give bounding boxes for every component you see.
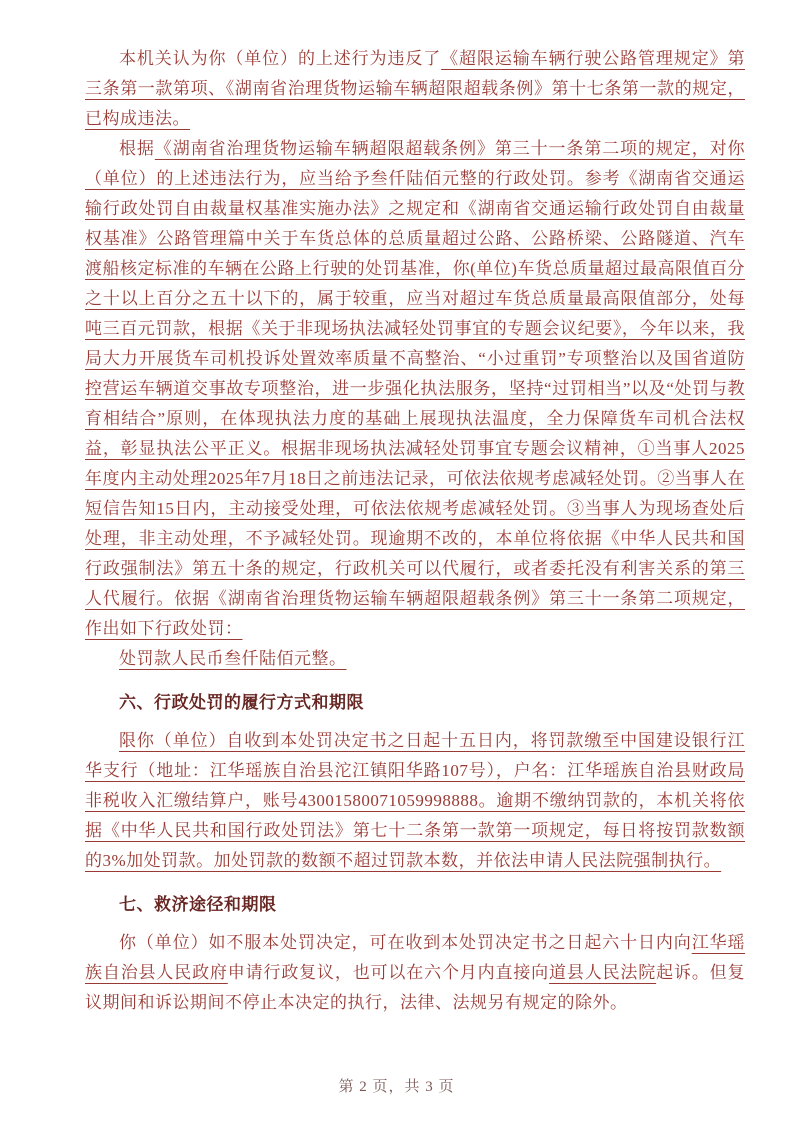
violation-lead-text: 本机关认为你（单位）的上述行为违反了 [119, 49, 442, 68]
remedies-text-3: 起诉。但复议期间和诉讼期间不停止本决定的执行，法律、法规另有规定的除外。 [85, 963, 746, 1012]
section-heading-performance: 六、行政处罚的履行方式和期限 [119, 693, 364, 712]
para-violation-finding [85, 44, 745, 134]
section-heading-remedies: 七、救济途径和期限 [119, 895, 277, 914]
violated-regulations-underlined: 《超限运输车辆行驶公路管理规定》第三条第一款第项、《湖南省治理货物运输车辆超限超载条例》第十七条第一款的规定，已构成违法。 [85, 49, 746, 128]
court-name-underlined: 道县人民法院 [549, 963, 657, 982]
page-number: 第 2 页，共 3 页 [338, 1079, 455, 1095]
para-remedies [85, 928, 745, 1018]
para-payment-instructions [85, 726, 745, 876]
remedies-text-2: 申请行政复议，也可以在六个月内直接向 [227, 963, 550, 982]
review-authority-underlined: 江华瑶族自治县人民政府 [85, 933, 746, 982]
para-penalty-amount [85, 644, 745, 674]
penalty-amount-underlined: 处罚款人民币叁仟陆佰元整。 [119, 649, 347, 668]
penalty-basis-underlined: 《湖南省治理货物运输车辆超限超载条例》第三十一条第二项的规定，对你（单位）的上述违法行为，应当给予叁仟陆佰元整的行政处罚。参考《湖南省交通运输行政处罚自由裁量权基准实施办法》之规定和《湖南省交通运输行政处罚自由裁量权基准》公路管理篇中关于车货总体的总质量超过公路、公路桥梁、公路隧道、汽车渡船核定标准的车辆在公路上行驶的处罚基准，你(单位)车货总质量超过最高限值百分之十以上百分之五十以下的，属于较重，应当对超过车货总质量最高限值部分，处每吨三百元罚款，根据《关于非现场执法减轻处罚事宜的专题会议纪要》，今年以来，我局大力开展货车司机投诉处置效率质量不高整治、“小过重罚”专项整治以及国省道防控营运车辆道交事故专项整治，进一步强化执法服务，坚持“过罚相当”以及“处罚与教育相结合”原则，在体现执法力度的基础上展现执法温度，全力保障货车司机合法权益，彰显执法公平正义。根据非现场执法减轻处罚事宜专题会议精神，①当事人2025年度内主动处理2025年7月18日之前违法记录，可依法依规考虑减轻处罚。②当事人在短信告知15日内，主动接受处理，可依法依规考虑减轻处罚。③当事人为现场查处后处理，非主动处理，不予减轻处罚。现逾期不改的，本单位将依据《中华人民共和国行政强制法》第五十条的规定，行政机关可以代履行，或者委托没有利害关系的第三人代履行。依据《湖南省治理货物运输车辆超限超载条例》第三十一条第二项规定，作出如下行政处罚： [85, 139, 746, 638]
payment-instructions-underlined: 限你（单位）自收到本处罚决定书之日起十五日内，将罚款缴至中国建设银行江华支行（地址：江华瑶族自治县沱江镇阳华路107号），户名：江华瑶族自治县财政局非税收入汇缴结算户，账号43001580071059998888。逾期不缴纳罚款的，本机关将依据《中华人民共和国行政处罚法》第七十二条第一款第一项规定，每日将按罚款数额的3%加处罚款。加处罚款的数额不超过罚款本数，并依法申请人民法院强制执行。 [85, 731, 745, 870]
remedies-text-1: 你（单位）如不服本处罚决定，可在收到本处罚决定书之日起六十日内向 [119, 933, 692, 952]
para-penalty-basis [85, 134, 745, 644]
basis-lead-text: 根据 [119, 139, 155, 158]
